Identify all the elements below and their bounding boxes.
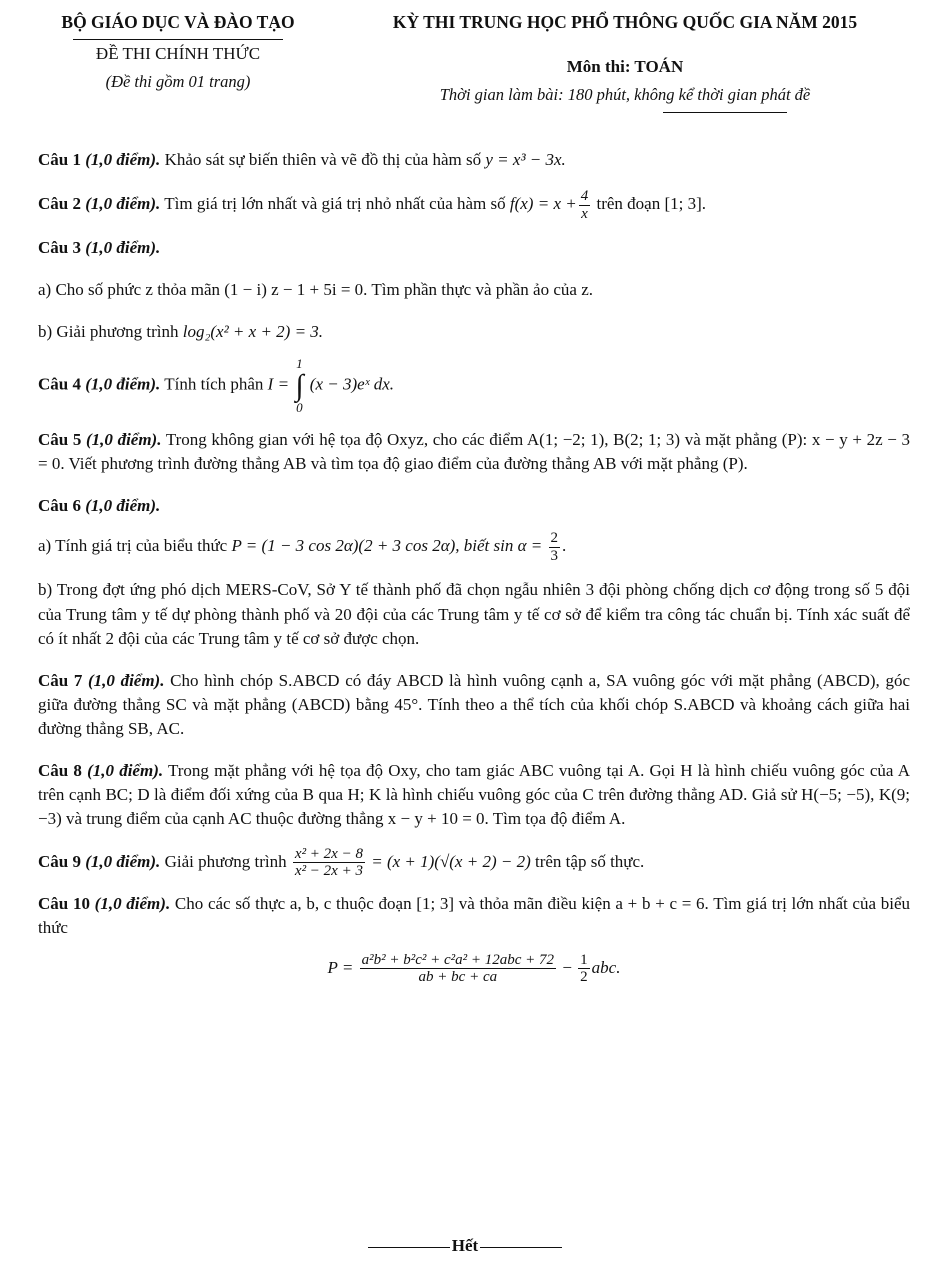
header-left [18, 10, 338, 93]
q6-label: Câu 6 [38, 496, 81, 516]
q1-math: y = x³ − 3x. [485, 150, 566, 169]
q4-points: (1,0 điểm). [85, 374, 161, 394]
q5-points: (1,0 điểm). [86, 430, 162, 449]
q10-text: Cho các số thực a, b, c thuộc đoạn [1; 3] và thỏa mãn điều kiện a + b + c = 6. Tìm giá trị lớn nhất của biểu thức [38, 893, 911, 937]
question-6b: b) Trong đợt ứng phó dịch MERS-CoV, Sở Y tế thành phố đã chọn ngẫu nhiên 3 đội phòng chống dịch cơ động trong số 5 đội của Trung tâm y tế dự phòng thành phố và 20 đội của các Trung tâm y tế cơ sở để kiểm tra công tác chuẩn bị. Tính xác suất để có ít nhất 2 đội của các Trung tâm y tế cơ sở được chọn. [38, 580, 910, 648]
question-6 [38, 494, 910, 518]
exam-name: KỲ THI TRUNG HỌC PHỔ THÔNG QUỐC GIA NĂM 2015 [392, 12, 858, 32]
q10-label: Câu 10 [38, 893, 90, 913]
q5-text: Trong không gian với hệ tọa độ Oxyz, cho các điểm A(1; −2; 1), B(2; 1; 3) và mặt phẳng (P): x − y + 2z − 3 = 0. Viết phương trình đường thẳng AB và tìm tọa độ giao điểm của đường thẳng AB với mặt phẳng (P). [38, 430, 910, 474]
official-label: ĐỀ THI CHÍNH THỨC [95, 43, 261, 63]
q10-math-end: abc. [591, 957, 621, 977]
q9-points: (1,0 điểm). [85, 851, 161, 871]
q3b-math: log₂(x² + x + 2) = 3. [182, 322, 324, 342]
q9-text-after: trên tập số thực. [535, 851, 645, 871]
q8-points: (1,0 điểm). [87, 761, 164, 781]
q10-frac-den: ab + bc + ca [360, 968, 556, 986]
q4-math-body: (x − 3)eˣ dx. [309, 374, 395, 394]
q9-frac-den: x² − 2x + 3 [294, 863, 363, 879]
q2-frac-den: x [579, 205, 591, 223]
q10-half-num: 1 [580, 951, 588, 968]
q10-fraction [360, 952, 556, 986]
q9-text: Giải phương trình [164, 851, 287, 871]
q2-fraction [579, 188, 591, 222]
header-left-rule [73, 39, 283, 40]
q3-points: (1,0 điểm). [85, 238, 161, 258]
question-8 [38, 759, 910, 831]
q2-text-after: trên đoạn [596, 194, 661, 214]
question-1 [38, 148, 910, 172]
q9-fraction [293, 846, 365, 880]
q1-text: Khảo sát sự biến thiên và vẽ đồ thị của hàm số [164, 150, 482, 169]
q6a-fraction [549, 530, 561, 564]
q1-label: Câu 1 [38, 150, 81, 169]
q2-text: Tìm giá trị lớn nhất và giá trị nhỏ nhất của hàm số [164, 194, 506, 214]
q10-math-lhs: P = [327, 957, 354, 977]
question-3a: a) Cho số phức z thỏa mãn (1 − i) z − 1 + 5i = 0. Tìm phần thực và phần ảo của z. [38, 280, 593, 300]
header-right-rule [663, 112, 787, 113]
q4-math-lhs: I = [267, 374, 290, 394]
header-right [335, 10, 915, 113]
q4-integral [295, 357, 303, 415]
q1-points: (1,0 điểm). [85, 150, 161, 169]
q2-frac-num: 4 [580, 188, 589, 205]
q10-frac-num: a²b² + b²c² + c²a² + 12abc + 72 [361, 951, 555, 968]
q10-points: (1,0 điểm). [94, 893, 171, 913]
question-7 [38, 669, 910, 741]
time-note: Thời gian làm bài: 180 phút, không kể thời gian phát đề [439, 84, 811, 104]
question-3 [38, 236, 910, 260]
q10-formula [38, 952, 910, 986]
q2-label: Câu 2 [38, 194, 81, 214]
q3-label: Câu 3 [38, 238, 81, 258]
q7-text: Cho hình chóp S.ABCD có đáy ABCD là hình vuông cạnh a, SA vuông góc với mặt phẳng (ABCD), góc giữa đường thẳng SC và mặt phẳng (ABCD) bằng 45°. Tính theo a thể tích của khối chóp S.ABCD và khoảng cách giữa hai đường thẳng SB, AC. [38, 670, 910, 738]
question-2 [38, 188, 910, 222]
exam-body [38, 148, 910, 986]
q9-frac-num: x² + 2x − 8 [294, 845, 363, 862]
end-rule-right [480, 1247, 562, 1248]
q7-points: (1,0 điểm). [88, 670, 165, 690]
end-marker [0, 1234, 930, 1258]
q4-label: Câu 4 [38, 374, 81, 394]
q10-half [578, 952, 590, 986]
q2-math-after: [1; 3]. [664, 194, 706, 214]
q3b-text: b) Giải phương trình [38, 322, 179, 342]
q8-label: Câu 8 [38, 761, 82, 781]
q4-int-upper: 1 [296, 355, 303, 371]
question-5 [38, 428, 910, 476]
q6a-text: a) Tính giá trị của biểu thức [38, 536, 228, 556]
q10-half-den: 2 [580, 969, 588, 986]
q2-points: (1,0 điểm). [85, 194, 161, 214]
question-4 [38, 357, 910, 415]
q6a-frac-num: 2 [550, 530, 559, 547]
question-10 [38, 892, 910, 940]
question-9 [38, 846, 910, 880]
pages-note: (Đề thi gồm 01 trang) [105, 71, 251, 91]
q9-label: Câu 9 [38, 851, 81, 871]
q8-text: Trong mặt phẳng với hệ tọa độ Oxy, cho tam giác ABC vuông tại A. Gọi H là hình chiếu vuông góc của A trên cạnh BC; D là điểm đối xứng của B qua H; K là hình chiếu vuông góc của C trên đường thẳng AD. Giả sử H(−5; −5), K(9; −3) và trung điểm của cạnh AC thuộc đường thẳng x − y + 10 = 0. Tìm tọa độ điểm A. [38, 761, 910, 829]
q6a-end: . [562, 536, 567, 556]
q6-points: (1,0 điểm). [85, 496, 161, 516]
ministry-title: BỘ GIÁO DỤC VÀ ĐÀO TẠO [61, 12, 295, 32]
integral-sign-icon: ∫ [295, 368, 304, 402]
end-rule-left [368, 1247, 450, 1248]
question-3b [38, 320, 910, 344]
q10-minus: − [562, 957, 572, 977]
q6a-frac-den: 3 [550, 547, 559, 564]
q4-int-lower: 0 [296, 400, 303, 415]
q4-text: Tính tích phân [164, 374, 264, 394]
q5-label: Câu 5 [38, 430, 82, 449]
q7-label: Câu 7 [38, 670, 83, 690]
q9-math-rhs: = (x + 1)(√(x + 2) − 2) [371, 851, 531, 871]
subject-label: Môn thi: TOÁN [566, 56, 684, 76]
q2-math-lhs: f(x) = x + [509, 194, 577, 214]
question-6a [38, 530, 910, 564]
q6a-math: P = (1 − 3 cos 2α)(2 + 3 cos 2α), biết sin α = [231, 536, 543, 556]
end-text: Hết [451, 1236, 479, 1255]
